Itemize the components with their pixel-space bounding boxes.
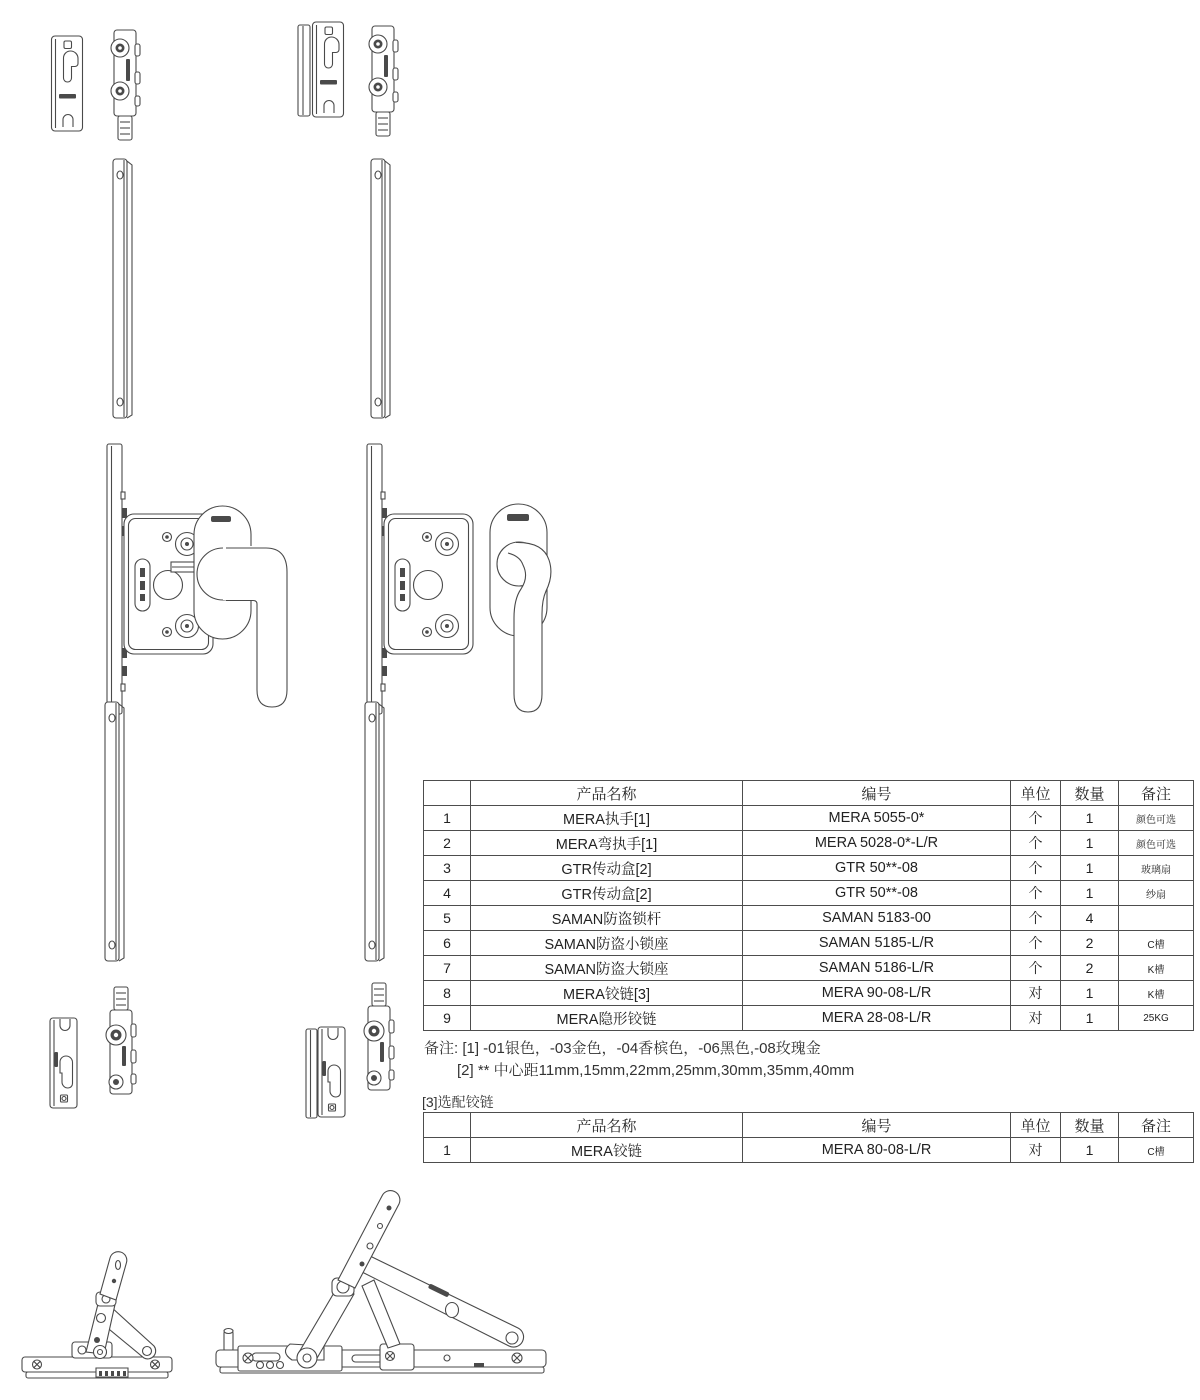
- header-remark: 备注: [1119, 781, 1194, 806]
- table-row: [424, 806, 1194, 831]
- lock-rod-drawing-2: [368, 157, 394, 421]
- cell-name: GTR传动盒[2]: [471, 856, 743, 881]
- lock-rod-drawing-3: [102, 700, 128, 964]
- cell-remark: C槽: [1119, 1138, 1194, 1163]
- cell-code: SAMAN 5183-00: [743, 906, 1011, 931]
- cell-name: MERA隐形铰链: [471, 1006, 743, 1031]
- table-row: [424, 931, 1194, 956]
- header-remark: 备注: [1119, 1113, 1194, 1138]
- cell-unit: 个: [1011, 931, 1061, 956]
- keeper-body-large-drawing-2: [360, 982, 396, 1094]
- cell-code: MERA 80-08-L/R: [743, 1138, 1011, 1163]
- header-qty: 数量: [1061, 781, 1119, 806]
- cell-unit: 个: [1011, 806, 1061, 831]
- cell-qty: 1: [1061, 856, 1119, 881]
- cell-no: 9: [424, 1006, 471, 1031]
- cell-code: GTR 50**-08: [743, 856, 1011, 881]
- gearbox-drawing-2: [364, 442, 476, 717]
- keeper-body-small-drawing-2: [364, 24, 402, 138]
- cell-qty: 2: [1061, 956, 1119, 981]
- bent-handle-drawing: [486, 502, 566, 720]
- cell-name: MERA弯执手[1]: [471, 831, 743, 856]
- cell-name: SAMAN防盗锁杆: [471, 906, 743, 931]
- optional-table-header-row: [424, 1113, 1194, 1138]
- cell-remark: 玻璃扇: [1119, 856, 1194, 881]
- cell-code: MERA 5028-0*-L/R: [743, 831, 1011, 856]
- header-code: 编号: [743, 781, 1011, 806]
- note-line-1: 备注: [1] -01银色，-03金色，-04香槟色，-06黑色,-08玫瑰金: [424, 1040, 821, 1057]
- straight-handle-drawing: [170, 504, 292, 710]
- lock-rod-drawing-4: [362, 700, 388, 964]
- header-unit: 单位: [1011, 781, 1061, 806]
- cell-qty: 1: [1061, 806, 1119, 831]
- cell-qty: 1: [1061, 1138, 1119, 1163]
- header-no: [424, 781, 471, 806]
- cell-no: 7: [424, 956, 471, 981]
- cell-no: 5: [424, 906, 471, 931]
- cell-unit: 对: [1011, 981, 1061, 1006]
- parts-table-header-row: [424, 781, 1194, 806]
- cell-unit: 对: [1011, 1006, 1061, 1031]
- friction-hinge-small-drawing: [20, 1248, 180, 1390]
- notes-block: [424, 1038, 1124, 1082]
- cell-unit: 个: [1011, 831, 1061, 856]
- cell-no: 1: [424, 806, 471, 831]
- keeper-plate-small-drawing-2: [296, 20, 346, 120]
- cell-remark: 颜色可选: [1119, 831, 1194, 856]
- cell-name: MERA铰链: [471, 1138, 743, 1163]
- cell-unit: 对: [1011, 1138, 1061, 1163]
- cell-unit: 个: [1011, 881, 1061, 906]
- cell-name: MERA执手[1]: [471, 806, 743, 831]
- cell-remark: 颜色可选: [1119, 806, 1194, 831]
- cell-no: 2: [424, 831, 471, 856]
- optional-hinge-table: [423, 1112, 1194, 1163]
- header-no: [424, 1113, 471, 1138]
- keeper-plate-large-drawing-2: [304, 1024, 348, 1120]
- cell-name: SAMAN防盗小锁座: [471, 931, 743, 956]
- cell-name: MERA铰链[3]: [471, 981, 743, 1006]
- table-row: [424, 981, 1194, 1006]
- header-unit: 单位: [1011, 1113, 1061, 1138]
- header-name: 产品名称: [471, 781, 743, 806]
- table-row: [424, 906, 1194, 931]
- friction-hinge-large-drawing: [212, 1188, 552, 1398]
- cell-remark: 纱扇: [1119, 881, 1194, 906]
- keeper-plate-large-drawing-1: [48, 1016, 80, 1110]
- optional-hinge-label: [3]选配铰链: [422, 1094, 494, 1110]
- cell-remark: [1119, 906, 1194, 931]
- table-row: [424, 831, 1194, 856]
- cell-no: 1: [424, 1138, 471, 1163]
- lock-rod-drawing-1: [110, 157, 136, 421]
- keeper-body-small-drawing-1: [106, 28, 144, 142]
- cell-code: SAMAN 5185-L/R: [743, 931, 1011, 956]
- cell-qty: 1: [1061, 1006, 1119, 1031]
- cell-code: MERA 5055-0*: [743, 806, 1011, 831]
- header-qty: 数量: [1061, 1113, 1119, 1138]
- cell-name: SAMAN防盗大锁座: [471, 956, 743, 981]
- cell-no: 4: [424, 881, 471, 906]
- cell-remark: K槽: [1119, 981, 1194, 1006]
- note-line-2: [2] ** 中心距11mm,15mm,22mm,25mm,30mm,35mm,40mm: [457, 1062, 855, 1079]
- cell-no: 6: [424, 931, 471, 956]
- cell-name: GTR传动盒[2]: [471, 881, 743, 906]
- keeper-body-large-drawing-1: [102, 986, 138, 1098]
- cell-remark: 25KG: [1119, 1006, 1194, 1031]
- table-row: [424, 1006, 1194, 1031]
- cell-code: GTR 50**-08: [743, 881, 1011, 906]
- cell-qty: 1: [1061, 981, 1119, 1006]
- parts-table: [423, 780, 1194, 1031]
- cell-unit: 个: [1011, 906, 1061, 931]
- table-row: [424, 881, 1194, 906]
- keeper-plate-small-drawing-1: [50, 34, 84, 134]
- cell-no: 3: [424, 856, 471, 881]
- table-row: [424, 956, 1194, 981]
- table-row: [424, 856, 1194, 881]
- cell-qty: 1: [1061, 881, 1119, 906]
- cell-unit: 个: [1011, 956, 1061, 981]
- cell-code: SAMAN 5186-L/R: [743, 956, 1011, 981]
- cell-no: 8: [424, 981, 471, 1006]
- table-row: [424, 1138, 1194, 1163]
- cell-qty: 1: [1061, 831, 1119, 856]
- cell-code: MERA 28-08-L/R: [743, 1006, 1011, 1031]
- header-code: 编号: [743, 1113, 1011, 1138]
- header-name: 产品名称: [471, 1113, 743, 1138]
- cell-qty: 4: [1061, 906, 1119, 931]
- cell-code: MERA 90-08-L/R: [743, 981, 1011, 1006]
- cell-qty: 2: [1061, 931, 1119, 956]
- cell-remark: C槽: [1119, 931, 1194, 956]
- cell-remark: K槽: [1119, 956, 1194, 981]
- cell-unit: 个: [1011, 856, 1061, 881]
